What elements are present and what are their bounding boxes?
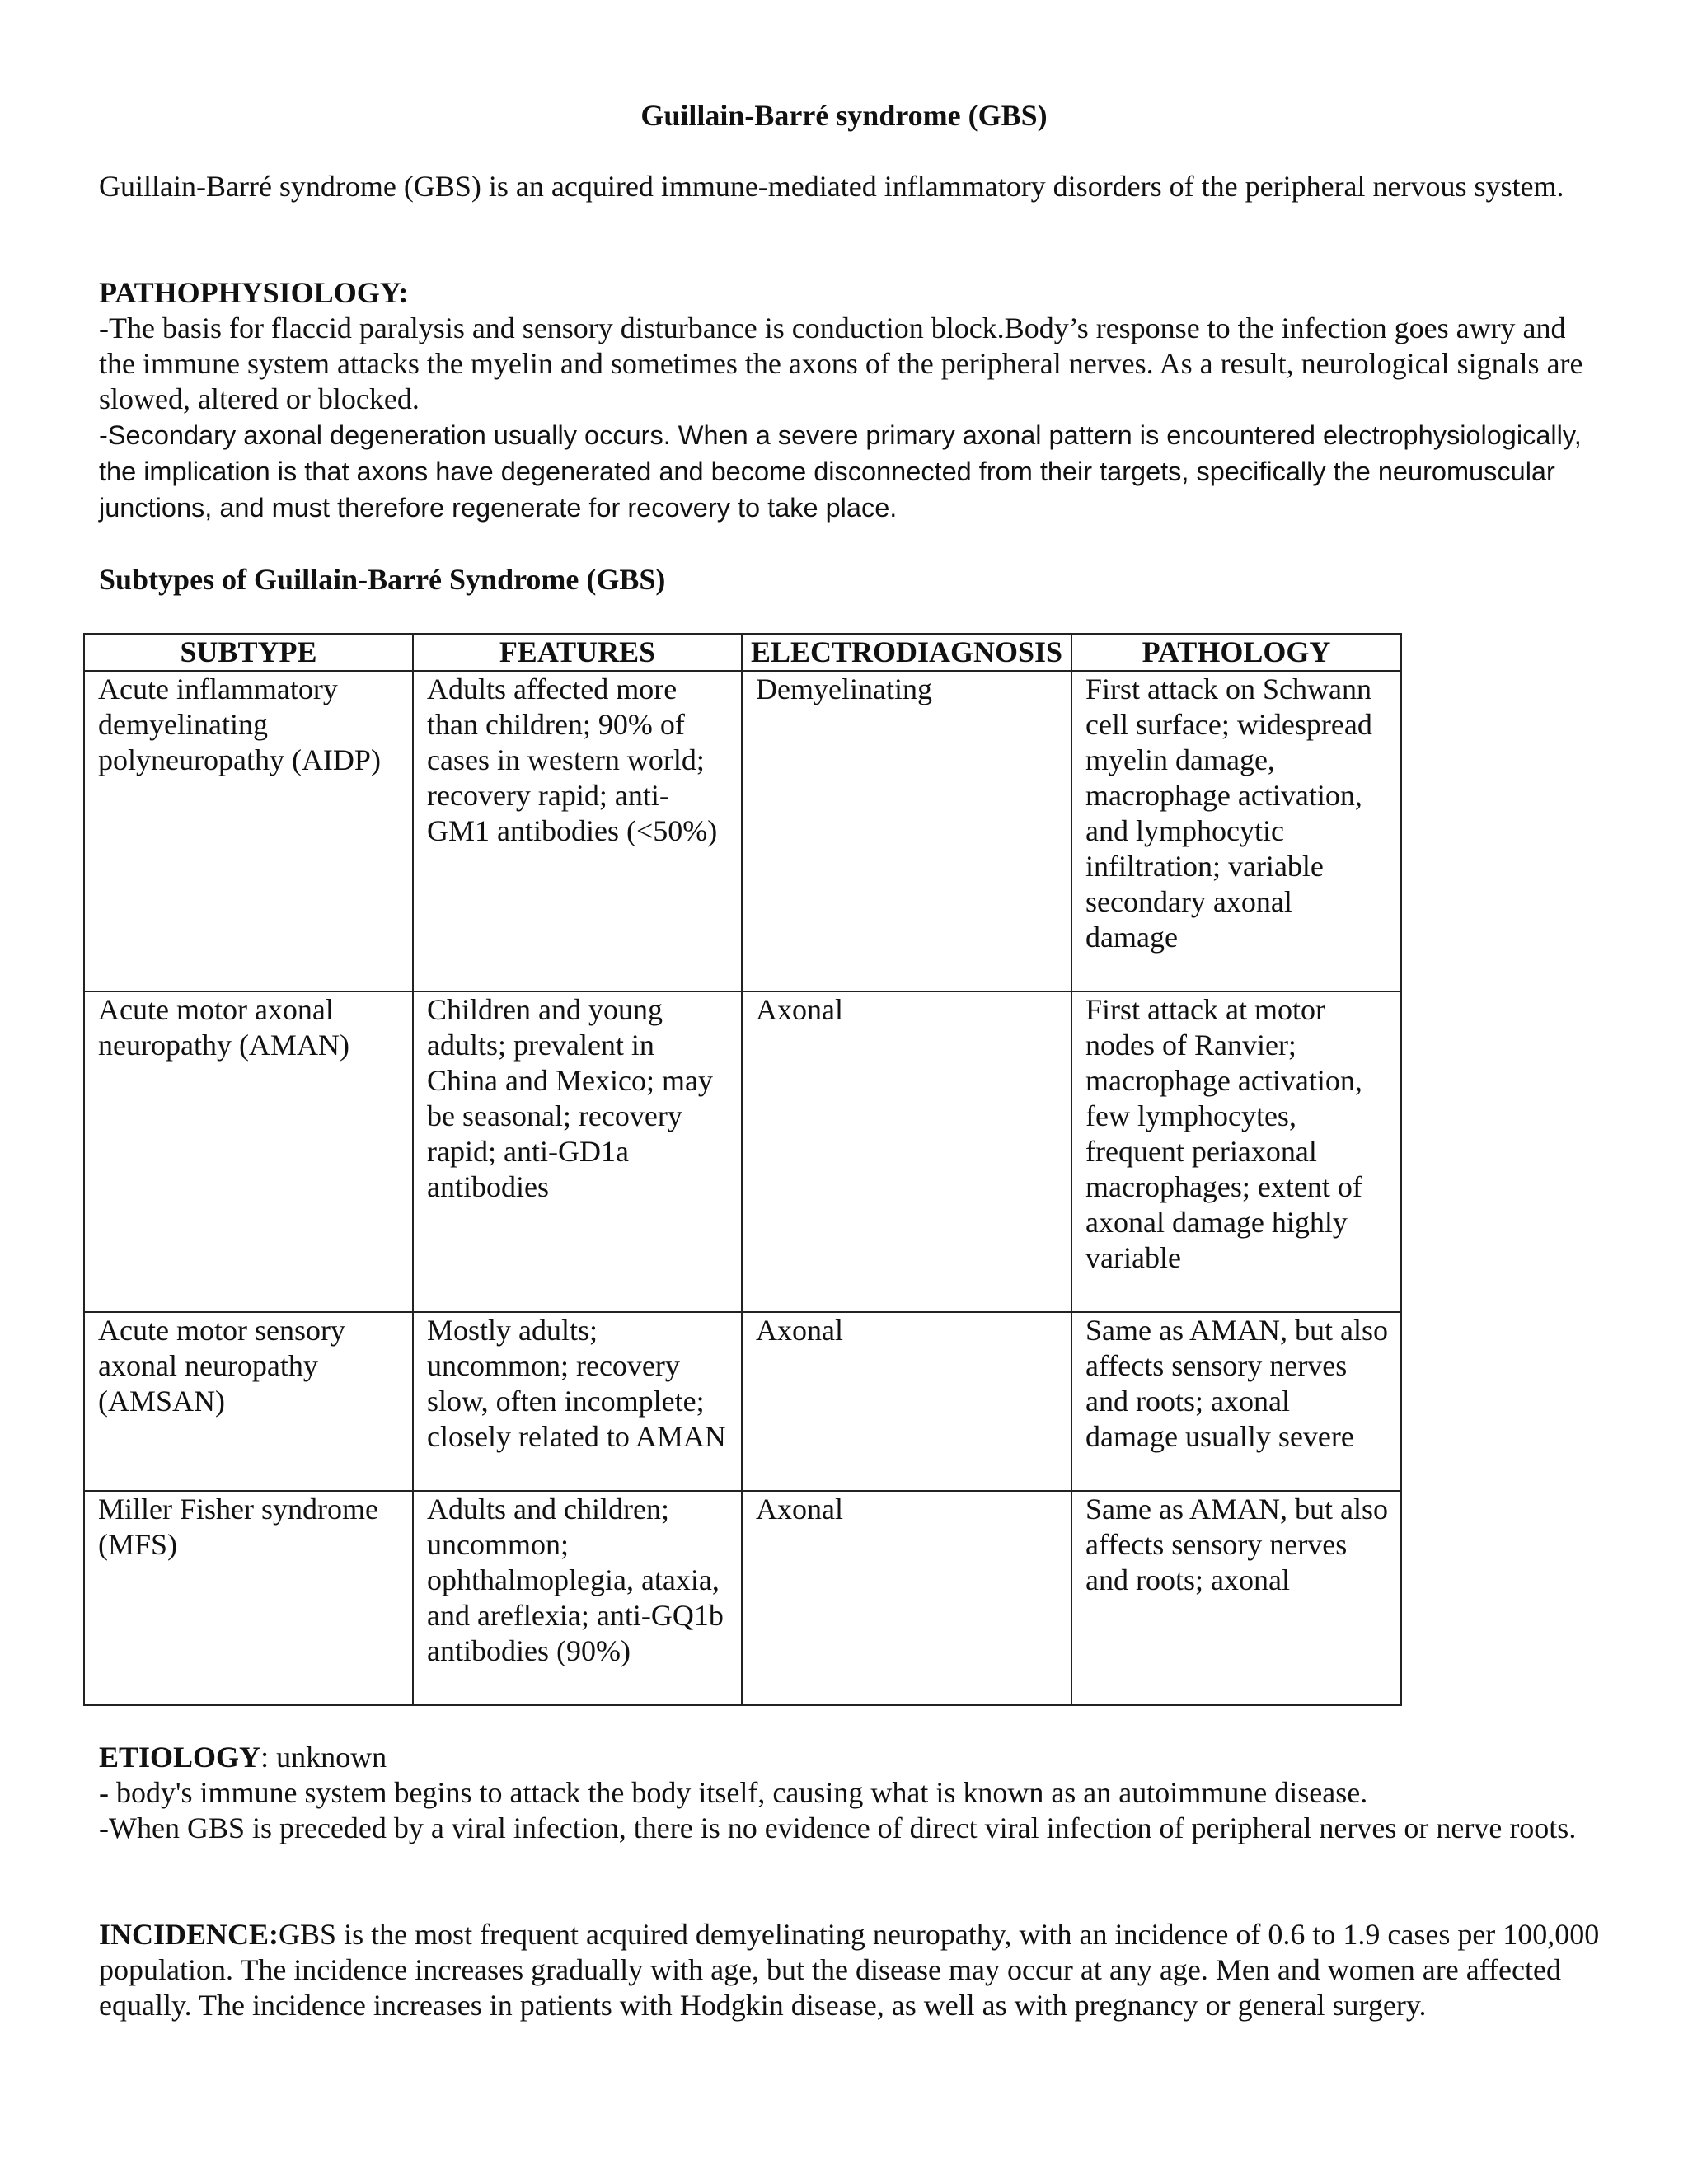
cell-electrodiagnosis: Demyelinating xyxy=(742,671,1071,991)
cell-pathology: First attack at motor nodes of Ranvier; macrophage activation, few lymphocytes, frequent periaxonal macrophages; extent of axonal damage highly variable xyxy=(1071,991,1401,1312)
document-title: Guillain-Barré syndrome (GBS) xyxy=(640,99,1048,132)
cell-subtype: Acute motor sensory axonal neuropathy (AMSAN) xyxy=(84,1312,413,1491)
column-header-electrodiagnosis: ELECTRODIAGNOSIS xyxy=(742,634,1071,671)
incidence-paragraph xyxy=(99,1917,1607,2023)
etiology-line xyxy=(99,1740,1607,1775)
column-header-pathology: PATHOLOGY xyxy=(1071,634,1401,671)
etiology-section xyxy=(99,1740,1607,1846)
cell-subtype: Acute inflammatory demyelinating polyneuropathy (AIDP) xyxy=(84,671,413,991)
cell-pathology: First attack on Schwann cell surface; widespread myelin damage, macrophage activation, and lymphocytic infiltration; variable secondary axonal damage xyxy=(1071,671,1401,991)
table-row xyxy=(84,671,1401,991)
intro-text: Guillain-Barré syndrome (GBS) is an acquired immune-mediated inflammatory disorders of the peripheral nervous system. xyxy=(99,170,1564,203)
column-header-subtype: SUBTYPE xyxy=(84,634,413,671)
cell-electrodiagnosis: Axonal xyxy=(742,1312,1071,1491)
incidence-heading: INCIDENCE: xyxy=(99,1918,279,1951)
etiology-point-1: - body's immune system begins to attack the body itself, causing what is known as an autoimmune disease. xyxy=(99,1776,1368,1809)
cell-features: Adults and children; uncommon; ophthalmoplegia, ataxia, and areflexia; anti-GQ1b antibodies (90%) xyxy=(413,1491,742,1705)
etiology-point-2: -When GBS is preceded by a viral infection, there is no evidence of direct viral infection of peripheral nerves or nerve roots. xyxy=(99,1811,1577,1844)
column-header-features: FEATURES xyxy=(413,634,742,671)
incidence-section xyxy=(99,1917,1607,2023)
cell-features: Children and young adults; prevalent in China and Mexico; may be seasonal; recovery rapid; anti-GD1a antibodies xyxy=(413,991,742,1312)
etiology-heading: ETIOLOGY xyxy=(99,1741,261,1774)
table-row xyxy=(84,1491,1401,1705)
cell-pathology: Same as AMAN, but also affects sensory nerves and roots; axonal xyxy=(1071,1491,1401,1705)
intro-paragraph xyxy=(99,169,1607,204)
cell-electrodiagnosis: Axonal xyxy=(742,1491,1071,1705)
cell-electrodiagnosis: Axonal xyxy=(742,991,1071,1312)
table-header-row xyxy=(84,634,1401,671)
pathophysiology-section xyxy=(99,275,1607,526)
pathophysiology-point-2: -Secondary axonal degeneration usually occurs. When a severe primary axonal pattern is encountered electrophysiologically, the implication is that axons have degenerated and become disconnected from their targets, specifically the neuromuscular junctions, and must therefore regenerate for recovery to take place. xyxy=(99,420,1582,523)
etiology-value: : unknown xyxy=(260,1741,387,1774)
pathophysiology-point-1: -The basis for flaccid paralysis and sensory disturbance is conduction block.Body’s response to the infection goes awry and the immune system attacks the myelin and sometimes the axons of the peripheral nerves. As a result, neurological signals are slowed, altered or blocked. xyxy=(99,312,1583,415)
pathophysiology-heading: PATHOPHYSIOLOGY: xyxy=(99,276,409,309)
table-row xyxy=(84,1312,1401,1491)
incidence-text: GBS is the most frequent acquired demyelinating neuropathy, with an incidence of 0.6 to 1.9 cases per 100,000 population. The incidence increases gradually with age, but the disease may occur at any age. Men and women are affected equally. The incidence increases in patients with Hodgkin disease, as well as with pregnancy or general surgery. xyxy=(99,1918,1600,2022)
cell-subtype: Acute motor axonal neuropathy (AMAN) xyxy=(84,991,413,1312)
cell-pathology: Same as AMAN, but also affects sensory nerves and roots; axonal damage usually severe xyxy=(1071,1312,1401,1491)
cell-subtype: Miller Fisher syndrome (MFS) xyxy=(84,1491,413,1705)
subtypes-heading: Subtypes of Guillain-Barré Syndrome (GBS) xyxy=(99,563,666,596)
cell-features: Adults affected more than children; 90% of cases in western world; recovery rapid; anti-GM1 antibodies (<50%) xyxy=(413,671,742,991)
cell-features: Mostly adults; uncommon; recovery slow, often incomplete; closely related to AMAN xyxy=(413,1312,742,1491)
subtypes-table xyxy=(83,633,1402,1706)
table-row xyxy=(84,991,1401,1312)
